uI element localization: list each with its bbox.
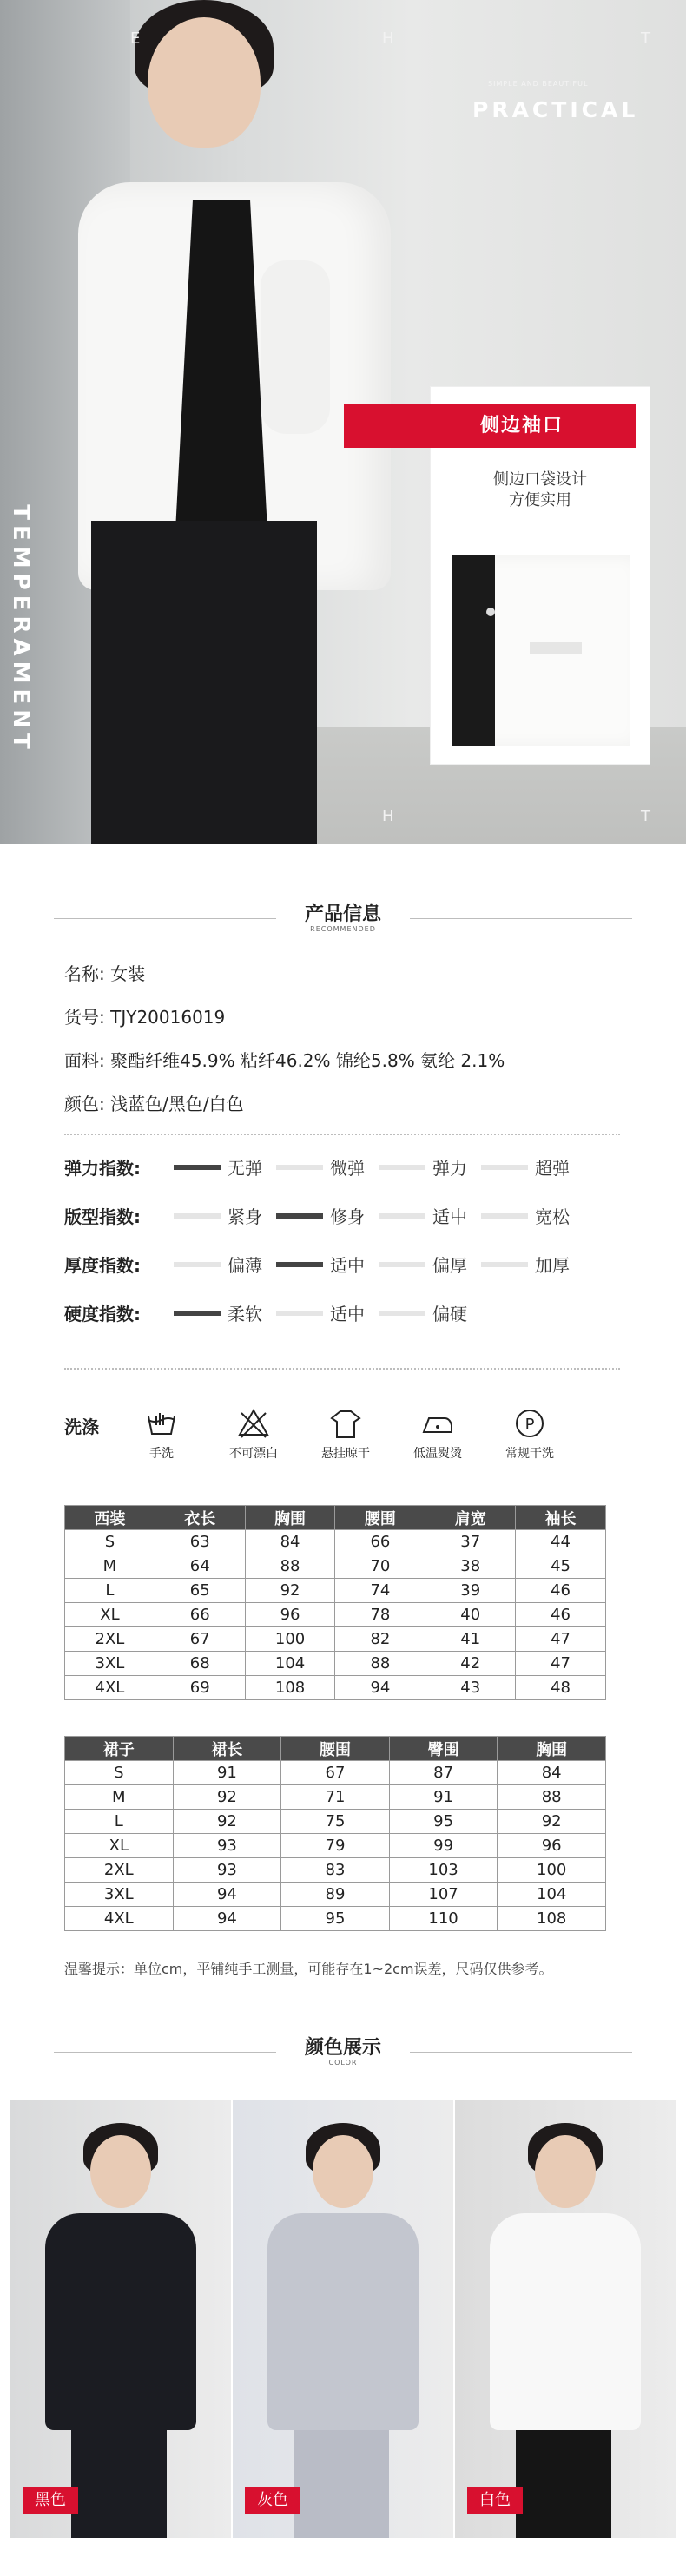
index-label: 弹力指数:: [64, 1158, 141, 1179]
table-header-cell: 腰围: [335, 1506, 425, 1530]
callout-description-line1: 侧边口袋设计: [493, 470, 587, 489]
table-cell: 68: [155, 1652, 245, 1676]
table-cell: 92: [245, 1579, 335, 1603]
index-bar: [276, 1165, 323, 1170]
model-black-skirt: [91, 521, 317, 844]
table-row: [65, 1676, 606, 1700]
index-bar: [379, 1262, 425, 1267]
table-cell: 88: [498, 1785, 606, 1810]
hero-letter-e: E: [130, 30, 141, 48]
info-label: 面料:: [64, 1050, 105, 1071]
table-cell: 4XL: [65, 1676, 155, 1700]
wash-item-label: 悬挂晾干: [321, 1447, 370, 1461]
hero-banner: [0, 0, 686, 844]
table-cell: XL: [65, 1603, 155, 1627]
table-header-cell: 胸围: [498, 1737, 606, 1761]
table-cell: 91: [389, 1785, 498, 1810]
table-cell: 48: [516, 1676, 606, 1700]
index-label: 厚度指数:: [64, 1255, 141, 1276]
color-card-face: [313, 2135, 373, 2208]
color-card-label: 黑色: [23, 2487, 78, 2514]
index-option: 弹力: [432, 1158, 467, 1179]
info-label: 货号:: [64, 1007, 105, 1028]
color-card-jacket: [490, 2213, 641, 2430]
table-cell: 95: [281, 1907, 390, 1931]
index-bar: [379, 1213, 425, 1219]
info-label: 颜色:: [64, 1094, 105, 1114]
table-row: [65, 1627, 606, 1652]
color-card-face: [90, 2135, 151, 2208]
table-cell: 66: [335, 1530, 425, 1554]
svg-text:P: P: [524, 1416, 535, 1434]
table-cell: 47: [516, 1627, 606, 1652]
table-cell: 66: [155, 1603, 245, 1627]
table-cell: L: [65, 1810, 174, 1834]
info-value: 女装: [110, 963, 146, 984]
table-cell: 94: [173, 1883, 281, 1907]
color-card: [233, 2100, 453, 2538]
table-cell: 88: [335, 1652, 425, 1676]
dry-clean-icon: [512, 1406, 547, 1441]
index-bar: [379, 1311, 425, 1316]
suit-size-table: [64, 1505, 606, 1700]
table-cell: XL: [65, 1834, 174, 1858]
table-cell: 94: [335, 1676, 425, 1700]
color-card-jacket: [45, 2213, 196, 2430]
table-cell: 100: [245, 1627, 335, 1652]
table-cell: 44: [516, 1530, 606, 1554]
table-cell: 93: [173, 1858, 281, 1883]
table-row: [65, 1603, 606, 1627]
table-cell: 64: [155, 1554, 245, 1579]
table-cell: 63: [155, 1530, 245, 1554]
detail-pocket: [530, 642, 582, 654]
index-option: 加厚: [535, 1255, 570, 1276]
table-cell: 46: [516, 1579, 606, 1603]
index-option: 偏硬: [432, 1304, 467, 1324]
table-cell: 74: [335, 1579, 425, 1603]
table-cell: 47: [516, 1652, 606, 1676]
table-cell: 38: [425, 1554, 516, 1579]
table-cell: 108: [498, 1907, 606, 1931]
dotted-divider: [64, 1134, 620, 1135]
table-row: [65, 1858, 606, 1883]
index-option: 偏薄: [228, 1255, 262, 1276]
table-cell: 2XL: [65, 1858, 174, 1883]
table-row: [65, 1530, 606, 1554]
index-bar: [174, 1213, 221, 1219]
table-cell: 67: [155, 1627, 245, 1652]
table-cell: 3XL: [65, 1883, 174, 1907]
index-bar-selected: [174, 1311, 221, 1316]
color-card-label: 白色: [467, 2487, 523, 2514]
index-option: 适中: [330, 1255, 365, 1276]
table-row: [65, 1761, 606, 1785]
table-cell: 93: [173, 1834, 281, 1858]
table-cell: 92: [498, 1810, 606, 1834]
section-divider-right: [410, 918, 632, 919]
section-divider-left: [54, 918, 276, 919]
table-cell: 39: [425, 1579, 516, 1603]
table-row: [65, 1907, 606, 1931]
color-card-jacket: [267, 2213, 419, 2430]
index-option: 修身: [330, 1206, 365, 1227]
table-header-cell: 肩宽: [425, 1506, 516, 1530]
info-row-sku: [64, 1003, 225, 1028]
wash-label: 洗涤: [64, 1416, 99, 1437]
index-option: 柔软: [228, 1304, 262, 1324]
table-cell: 96: [498, 1834, 606, 1858]
detail-inner-dress: [452, 555, 495, 746]
table-cell: 3XL: [65, 1652, 155, 1676]
wash-item-label: 低温熨烫: [413, 1447, 462, 1461]
color-card-face: [535, 2135, 596, 2208]
table-row: [65, 1785, 606, 1810]
hero-letter-h: H: [382, 30, 394, 48]
index-bar-selected: [276, 1213, 323, 1219]
table-row: [65, 1652, 606, 1676]
table-cell: 84: [498, 1761, 606, 1785]
info-row-fabric: [64, 1047, 505, 1072]
table-cell: 37: [425, 1530, 516, 1554]
section-divider-right: [410, 2052, 632, 2053]
detail-button: [486, 608, 495, 616]
model-arm: [261, 260, 330, 434]
table-row: [65, 1579, 606, 1603]
table-cell: 108: [245, 1676, 335, 1700]
hero-vertical-text: TEMPERAMENT: [8, 504, 34, 754]
color-card: [10, 2100, 231, 2538]
index-label: 版型指数:: [64, 1206, 141, 1227]
index-bar: [174, 1262, 221, 1267]
index-bar-selected: [276, 1262, 323, 1267]
table-cell: 71: [281, 1785, 390, 1810]
table-cell: 110: [389, 1907, 498, 1931]
table-cell: 84: [245, 1530, 335, 1554]
table-cell: 43: [425, 1676, 516, 1700]
info-value: 浅蓝色/黑色/白色: [110, 1094, 244, 1114]
table-row: [65, 1810, 606, 1834]
wash-item: [302, 1406, 389, 1462]
table-cell: 88: [245, 1554, 335, 1579]
no-bleach-icon: [236, 1406, 271, 1441]
table-cell: 94: [173, 1907, 281, 1931]
table-cell: 104: [245, 1652, 335, 1676]
callout-title: 侧边袖口: [479, 415, 564, 437]
table-cell: 2XL: [65, 1627, 155, 1652]
table-cell: 100: [498, 1858, 606, 1883]
callout-description-line2: 方便实用: [509, 491, 571, 509]
table-cell: 65: [155, 1579, 245, 1603]
table-cell: 45: [516, 1554, 606, 1579]
colors-title: 颜色展示: [304, 2037, 381, 2059]
hero-letter-t-bottom: T: [641, 807, 650, 825]
table-header-cell: 裙长: [173, 1737, 281, 1761]
table-cell: 70: [335, 1554, 425, 1579]
wash-item: [394, 1406, 481, 1462]
product-info-subtitle: RECOMMENDED: [310, 925, 376, 933]
table-cell: S: [65, 1761, 174, 1785]
table-cell: 107: [389, 1883, 498, 1907]
color-card: [455, 2100, 676, 2538]
size-note: 温馨提示：单位cm，平铺纯手工测量，可能存在1~2cm误差，尺码仅供参考。: [64, 1961, 553, 1977]
table-cell: 89: [281, 1883, 390, 1907]
index-option: 宽松: [535, 1206, 570, 1227]
index-bar: [276, 1311, 323, 1316]
table-cell: 42: [425, 1652, 516, 1676]
low-iron-icon: [420, 1406, 455, 1441]
table-cell: 40: [425, 1603, 516, 1627]
table-cell: 79: [281, 1834, 390, 1858]
index-option: 适中: [432, 1206, 467, 1227]
colors-subtitle: COLOR: [328, 2059, 358, 2067]
table-cell: 95: [389, 1810, 498, 1834]
index-option: 紧身: [228, 1206, 262, 1227]
table-cell: 92: [173, 1785, 281, 1810]
table-cell: M: [65, 1554, 155, 1579]
wash-item: [118, 1406, 205, 1462]
table-cell: 87: [389, 1761, 498, 1785]
wash-item-label: 手洗: [149, 1447, 174, 1461]
table-cell: 104: [498, 1883, 606, 1907]
table-cell: 69: [155, 1676, 245, 1700]
table-cell: S: [65, 1530, 155, 1554]
table-header-cell: 西装: [65, 1506, 155, 1530]
index-option: 微弹: [330, 1158, 365, 1179]
hang-dry-icon: [328, 1406, 363, 1441]
index-bar-selected: [174, 1165, 221, 1170]
table-row: [65, 1554, 606, 1579]
table-cell: 75: [281, 1810, 390, 1834]
index-label: 硬度指数:: [64, 1304, 141, 1324]
table-cell: L: [65, 1579, 155, 1603]
index-option: 无弹: [228, 1158, 262, 1179]
table-header-cell: 胸围: [245, 1506, 335, 1530]
table-cell: 103: [389, 1858, 498, 1883]
table-cell: 99: [389, 1834, 498, 1858]
table-cell: 91: [173, 1761, 281, 1785]
skirt-size-table: [64, 1736, 606, 1931]
table-cell: 4XL: [65, 1907, 174, 1931]
table-header-cell: 衣长: [155, 1506, 245, 1530]
table-header-cell: 腰围: [281, 1737, 390, 1761]
table-cell: 67: [281, 1761, 390, 1785]
dotted-divider: [64, 1368, 620, 1370]
index-option: 适中: [330, 1304, 365, 1324]
hero-letter-h-bottom: H: [382, 807, 394, 825]
wash-item-label: 常规干洗: [505, 1447, 554, 1461]
info-row-color: [64, 1090, 244, 1115]
wash-item-label: 不可漂白: [229, 1447, 278, 1461]
table-cell: 92: [173, 1810, 281, 1834]
table-cell: 78: [335, 1603, 425, 1627]
hero-letter-t: T: [641, 30, 650, 48]
table-header-cell: 臀围: [389, 1737, 498, 1761]
model-face: [148, 17, 261, 148]
table-cell: 96: [245, 1603, 335, 1627]
table-cell: 41: [425, 1627, 516, 1652]
table-header-cell: 裙子: [65, 1737, 174, 1761]
color-card-label: 灰色: [245, 2487, 300, 2514]
table-row: [65, 1883, 606, 1907]
wash-item: [210, 1406, 297, 1462]
index-bar: [481, 1213, 528, 1219]
index-bar: [481, 1165, 528, 1170]
info-row-name: [64, 960, 145, 985]
hero-small-tagline: SIMPLE AND BEAUTIFUL: [488, 80, 589, 88]
table-cell: 46: [516, 1603, 606, 1627]
index-bar: [379, 1165, 425, 1170]
callout-detail-image: [452, 555, 630, 746]
table-header-cell: 袖长: [516, 1506, 606, 1530]
table-cell: 82: [335, 1627, 425, 1652]
section-divider-left: [54, 2052, 276, 2053]
table-cell: 83: [281, 1858, 390, 1883]
info-value: 聚酯纤维45.9% 粘纤46.2% 锦纶5.8% 氨纶 2.1%: [110, 1050, 505, 1071]
hand-wash-icon: [144, 1406, 179, 1441]
table-cell: M: [65, 1785, 174, 1810]
wash-item: [486, 1406, 573, 1462]
index-bar: [481, 1262, 528, 1267]
info-value: TJY20016019: [110, 1007, 226, 1028]
info-label: 名称:: [64, 963, 105, 984]
index-option: 偏厚: [432, 1255, 467, 1276]
table-row: [65, 1834, 606, 1858]
product-info-title: 产品信息: [304, 904, 381, 925]
index-option: 超弹: [535, 1158, 570, 1179]
hero-tagline: PRACTICAL: [472, 97, 639, 122]
